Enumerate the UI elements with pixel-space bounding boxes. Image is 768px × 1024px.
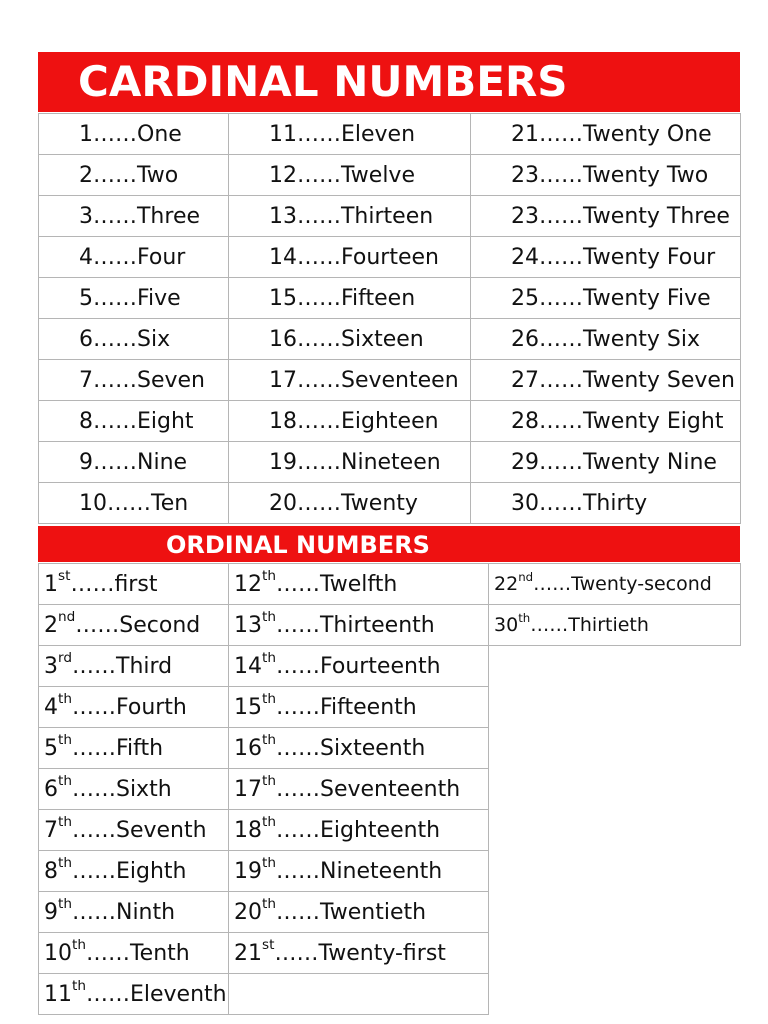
ordinal-cell xyxy=(39,851,229,892)
ordinal-number: 20 xyxy=(234,899,262,925)
cardinal-row xyxy=(39,114,741,155)
ordinal-suffix: th xyxy=(262,609,276,626)
ordinal-cell xyxy=(39,974,229,1015)
ordinal-row xyxy=(39,564,741,605)
ordinal-word: ……Seventh xyxy=(71,817,207,843)
ordinal-cell xyxy=(229,646,489,687)
ordinal-number: 7 xyxy=(44,817,58,843)
ordinal-suffix: th xyxy=(262,650,276,667)
ordinal-number: 30 xyxy=(494,614,519,636)
ordinal-row xyxy=(39,810,741,851)
cardinal-row xyxy=(39,278,741,319)
ordinal-cell xyxy=(229,810,489,851)
ordinal-number: 18 xyxy=(234,817,262,843)
cardinal-cell: 16……Sixteen xyxy=(229,319,471,360)
ordinal-cell xyxy=(39,769,229,810)
ordinal-cell xyxy=(39,687,229,728)
ordinal-row xyxy=(39,687,741,728)
ordinal-word: ……Fourth xyxy=(71,694,187,720)
cardinal-cell: 28……Twenty Eight xyxy=(471,401,741,442)
cardinal-cell: 15……Fifteen xyxy=(229,278,471,319)
ordinal-number: 2 xyxy=(44,612,58,638)
cardinal-cell: 5……Five xyxy=(39,278,229,319)
ordinal-row xyxy=(39,933,741,974)
cardinal-cell: 20……Twenty xyxy=(229,483,471,524)
cardinal-row xyxy=(39,483,741,524)
ordinal-suffix: th xyxy=(58,896,72,913)
cardinal-numbers-title: CARDINAL NUMBERS xyxy=(38,52,740,112)
ordinal-suffix: th xyxy=(262,814,276,831)
ordinal-cell xyxy=(229,974,489,1015)
ordinal-number: 17 xyxy=(234,776,262,802)
ordinal-cell xyxy=(39,810,229,851)
cardinal-cell: 12……Twelve xyxy=(229,155,471,196)
cardinal-cell: 9……Nine xyxy=(39,442,229,483)
ordinal-cell xyxy=(229,728,489,769)
ordinal-suffix: th xyxy=(262,568,276,585)
ordinal-word: ……Twentieth xyxy=(275,899,427,925)
empty-cell xyxy=(489,974,741,1015)
ordinal-number: 8 xyxy=(44,858,58,884)
cardinal-cell: 27……Twenty Seven xyxy=(471,360,741,401)
empty-cell xyxy=(489,892,741,933)
ordinal-cell xyxy=(229,605,489,646)
ordinal-suffix: th xyxy=(262,732,276,749)
cardinal-cell: 10……Ten xyxy=(39,483,229,524)
cardinal-cell: 4……Four xyxy=(39,237,229,278)
ordinal-suffix: st xyxy=(262,937,275,954)
cardinal-cell: 6……Six xyxy=(39,319,229,360)
ordinal-word: ……Eighteenth xyxy=(275,817,441,843)
ordinal-row xyxy=(39,728,741,769)
ordinal-row xyxy=(39,974,741,1015)
cardinal-row xyxy=(39,319,741,360)
ordinal-word: ……Thirteenth xyxy=(275,612,435,638)
ordinal-word: ……Third xyxy=(72,653,173,679)
ordinal-suffix: th xyxy=(262,691,276,708)
ordinal-cell xyxy=(229,851,489,892)
empty-cell xyxy=(489,769,741,810)
ordinal-row xyxy=(39,892,741,933)
ordinal-number: 22 xyxy=(494,573,519,595)
cardinal-cell: 29……Twenty Nine xyxy=(471,442,741,483)
ordinal-word: ……Thirtieth xyxy=(530,614,649,636)
empty-cell xyxy=(489,687,741,728)
ordinal-cell xyxy=(229,933,489,974)
ordinal-number: 16 xyxy=(234,735,262,761)
ordinal-row xyxy=(39,646,741,687)
cardinal-cell: 2……Two xyxy=(39,155,229,196)
ordinal-word: ……Nineteenth xyxy=(275,858,443,884)
ordinal-cell xyxy=(39,728,229,769)
cardinal-cell: 23……Twenty Three xyxy=(471,196,741,237)
empty-cell xyxy=(489,728,741,769)
ordinal-word: ……Sixteenth xyxy=(275,735,426,761)
ordinal-row xyxy=(39,769,741,810)
cardinal-row xyxy=(39,237,741,278)
empty-cell xyxy=(489,810,741,851)
cardinal-row xyxy=(39,155,741,196)
cardinal-numbers-table xyxy=(38,113,741,524)
ordinal-row xyxy=(39,605,741,646)
ordinal-number: 15 xyxy=(234,694,262,720)
ordinal-suffix: th xyxy=(72,937,86,954)
ordinal-word: ……first xyxy=(70,571,158,597)
ordinal-suffix: th xyxy=(72,978,86,995)
ordinal-number: 4 xyxy=(44,694,58,720)
ordinal-cell xyxy=(229,687,489,728)
ordinal-number: 3 xyxy=(44,653,58,679)
ordinal-numbers-title: ORDINAL NUMBERS xyxy=(38,526,740,562)
ordinal-suffix: st xyxy=(58,568,71,585)
ordinal-cell xyxy=(229,564,489,605)
ordinal-number: 9 xyxy=(44,899,58,925)
ordinal-word: ……Eighth xyxy=(71,858,187,884)
cardinal-cell: 26……Twenty Six xyxy=(471,319,741,360)
ordinal-word: ……Sixth xyxy=(71,776,172,802)
ordinal-number: 5 xyxy=(44,735,58,761)
cardinal-cell: 1……One xyxy=(39,114,229,155)
cardinal-cell: 18……Eighteen xyxy=(229,401,471,442)
ordinal-number: 21 xyxy=(234,940,262,966)
ordinal-suffix: th xyxy=(262,773,276,790)
ordinal-number: 10 xyxy=(44,940,72,966)
empty-cell xyxy=(489,646,741,687)
cardinal-row xyxy=(39,360,741,401)
ordinal-suffix: th xyxy=(58,732,72,749)
cardinal-cell: 17……Seventeen xyxy=(229,360,471,401)
ordinal-word: ……Fourteenth xyxy=(275,653,441,679)
ordinal-word: ……Twenty-second xyxy=(533,573,712,595)
empty-cell xyxy=(489,933,741,974)
ordinal-row xyxy=(39,851,741,892)
cardinal-cell: 13……Thirteen xyxy=(229,196,471,237)
cardinal-cell: 7……Seven xyxy=(39,360,229,401)
ordinal-suffix: th xyxy=(262,855,276,872)
ordinal-number: 14 xyxy=(234,653,262,679)
ordinal-word: ……Second xyxy=(75,612,201,638)
ordinal-cell xyxy=(489,564,741,605)
cardinal-cell: 25……Twenty Five xyxy=(471,278,741,319)
ordinal-word: ……Fifteenth xyxy=(275,694,417,720)
ordinal-cell xyxy=(229,769,489,810)
ordinal-word: ……Eleventh xyxy=(85,981,227,1007)
ordinal-cell xyxy=(39,933,229,974)
ordinal-suffix: th xyxy=(58,855,72,872)
ordinal-number: 19 xyxy=(234,858,262,884)
ordinal-cell xyxy=(39,605,229,646)
ordinal-word: ……Seventeenth xyxy=(275,776,461,802)
empty-cell xyxy=(489,851,741,892)
cardinal-cell: 8……Eight xyxy=(39,401,229,442)
ordinal-cell xyxy=(39,564,229,605)
ordinal-word: ……Ninth xyxy=(71,899,176,925)
ordinal-number: 12 xyxy=(234,571,262,597)
ordinal-cell xyxy=(39,892,229,933)
ordinal-word: ……Tenth xyxy=(85,940,190,966)
cardinal-cell: 11……Eleven xyxy=(229,114,471,155)
ordinal-cell xyxy=(489,605,741,646)
cardinal-row xyxy=(39,196,741,237)
cardinal-cell: 24……Twenty Four xyxy=(471,237,741,278)
cardinal-cell: 19……Nineteen xyxy=(229,442,471,483)
cardinal-cell: 21……Twenty One xyxy=(471,114,741,155)
cardinal-row xyxy=(39,442,741,483)
ordinal-number: 11 xyxy=(44,981,72,1007)
ordinal-cell xyxy=(229,892,489,933)
ordinal-suffix: th xyxy=(58,814,72,831)
ordinal-word: ……Twenty-first xyxy=(274,940,446,966)
ordinal-suffix: nd xyxy=(58,609,76,626)
ordinal-suffix: th xyxy=(518,610,531,625)
cardinal-cell: 30……Thirty xyxy=(471,483,741,524)
ordinal-number: 1 xyxy=(44,571,58,597)
cardinal-cell: 14……Fourteen xyxy=(229,237,471,278)
ordinal-suffix: nd xyxy=(518,569,534,584)
ordinal-suffix: th xyxy=(262,896,276,913)
ordinal-word: ……Fifth xyxy=(71,735,164,761)
ordinal-numbers-table xyxy=(38,563,741,1015)
cardinal-cell: 3……Three xyxy=(39,196,229,237)
ordinal-word: ……Twelfth xyxy=(275,571,398,597)
ordinal-number: 13 xyxy=(234,612,262,638)
cardinal-cell: 23……Twenty Two xyxy=(471,155,741,196)
ordinal-cell xyxy=(39,646,229,687)
ordinal-number: 6 xyxy=(44,776,58,802)
ordinal-suffix: th xyxy=(58,773,72,790)
cardinal-row xyxy=(39,401,741,442)
ordinal-suffix: th xyxy=(58,691,72,708)
ordinal-suffix: rd xyxy=(58,650,73,667)
